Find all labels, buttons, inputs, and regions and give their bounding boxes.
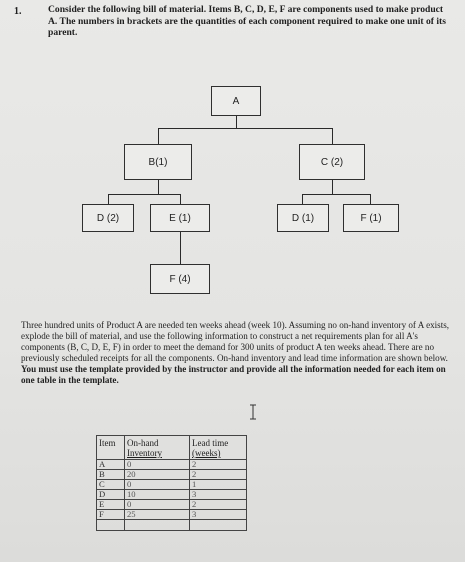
cell-empty <box>97 520 125 531</box>
bom-node-f-under-e: F (4) <box>150 264 210 294</box>
cell-on-hand: 0 <box>125 460 190 470</box>
cell-lead-time: 3 <box>190 510 247 520</box>
header-on-hand: On-hand Inventory <box>125 436 190 460</box>
table-row <box>97 510 247 520</box>
instructions-body: Three hundred units of Product A are needed ten weeks ahead (week 10). Assuming no on-hand inventory of A exists, explode the bill of material, and use the following information to construct a net requirements plan for all A's components (B, C, D, E, F) in order to meet the demand for 300 units of product A ten weeks ahead. There are no previously scheduled receipts for all the components. On-hand inventory and lead time information are shown below. <box>21 320 450 363</box>
cell-lead-time: 1 <box>190 480 247 490</box>
cell-lead-time: 2 <box>190 470 247 480</box>
instructions-emphasis: You must use the template provided by the instructor and provide all the information needed for each item on one table in the template. <box>21 364 446 385</box>
question-number: 1. <box>14 6 22 17</box>
inventory-table <box>96 435 247 531</box>
bom-node-c: C (2) <box>299 144 365 180</box>
cell-on-hand: 10 <box>125 490 190 500</box>
cell-item: A <box>97 460 125 470</box>
connector-b-bar <box>108 194 181 195</box>
cell-lead-time: 2 <box>190 460 247 470</box>
cell-on-hand: 20 <box>125 470 190 480</box>
cell-item: C <box>97 480 125 490</box>
header-lead-time: Lead time (weeks) <box>190 436 247 460</box>
cell-empty <box>190 520 247 531</box>
connector-to-b <box>158 128 159 144</box>
connector-to-d-under-c <box>302 194 303 204</box>
connector-to-d-under-b <box>108 194 109 204</box>
cell-item: F <box>97 510 125 520</box>
bom-node-d-under-b: D (2) <box>82 204 134 232</box>
text-cursor-icon <box>248 404 258 420</box>
connector-b-down <box>158 179 159 194</box>
table-row <box>97 500 247 510</box>
table-row <box>97 490 247 500</box>
table-row <box>97 460 247 470</box>
connector-to-f-under-c <box>370 194 371 204</box>
table-row-blank <box>97 520 247 531</box>
question-intro: Consider the following bill of material. Items B, C, D, E, F are components used to make product A. The numbers in brackets are the quantities of each component required to make one unit of its parent. <box>48 4 446 38</box>
cell-on-hand: 25 <box>125 510 190 520</box>
instructions-paragraph <box>21 320 458 386</box>
cell-on-hand: 0 <box>125 480 190 490</box>
cell-on-hand: 0 <box>125 500 190 510</box>
cell-lead-time: 3 <box>190 490 247 500</box>
table-row <box>97 480 247 490</box>
bom-node-d-under-c: D (1) <box>277 204 329 232</box>
connector-c-bar <box>302 194 371 195</box>
connector-c-down <box>332 179 333 194</box>
header-item: Item <box>97 436 125 460</box>
cell-item: E <box>97 500 125 510</box>
bom-node-f-under-c: F (1) <box>343 204 399 232</box>
cell-item: D <box>97 490 125 500</box>
connector-to-c <box>332 128 333 144</box>
connector-a-bar <box>158 128 333 129</box>
cell-lead-time: 2 <box>190 500 247 510</box>
cell-item: B <box>97 470 125 480</box>
table-row <box>97 470 247 480</box>
connector-e-down <box>180 232 181 264</box>
bom-node-b: B(1) <box>124 144 192 180</box>
bom-node-e: E (1) <box>150 204 210 232</box>
table-header-row <box>97 436 247 460</box>
cell-empty <box>125 520 190 531</box>
connector-to-e <box>180 194 181 204</box>
bom-node-a: A <box>211 86 261 116</box>
connector-a-down <box>236 115 237 129</box>
